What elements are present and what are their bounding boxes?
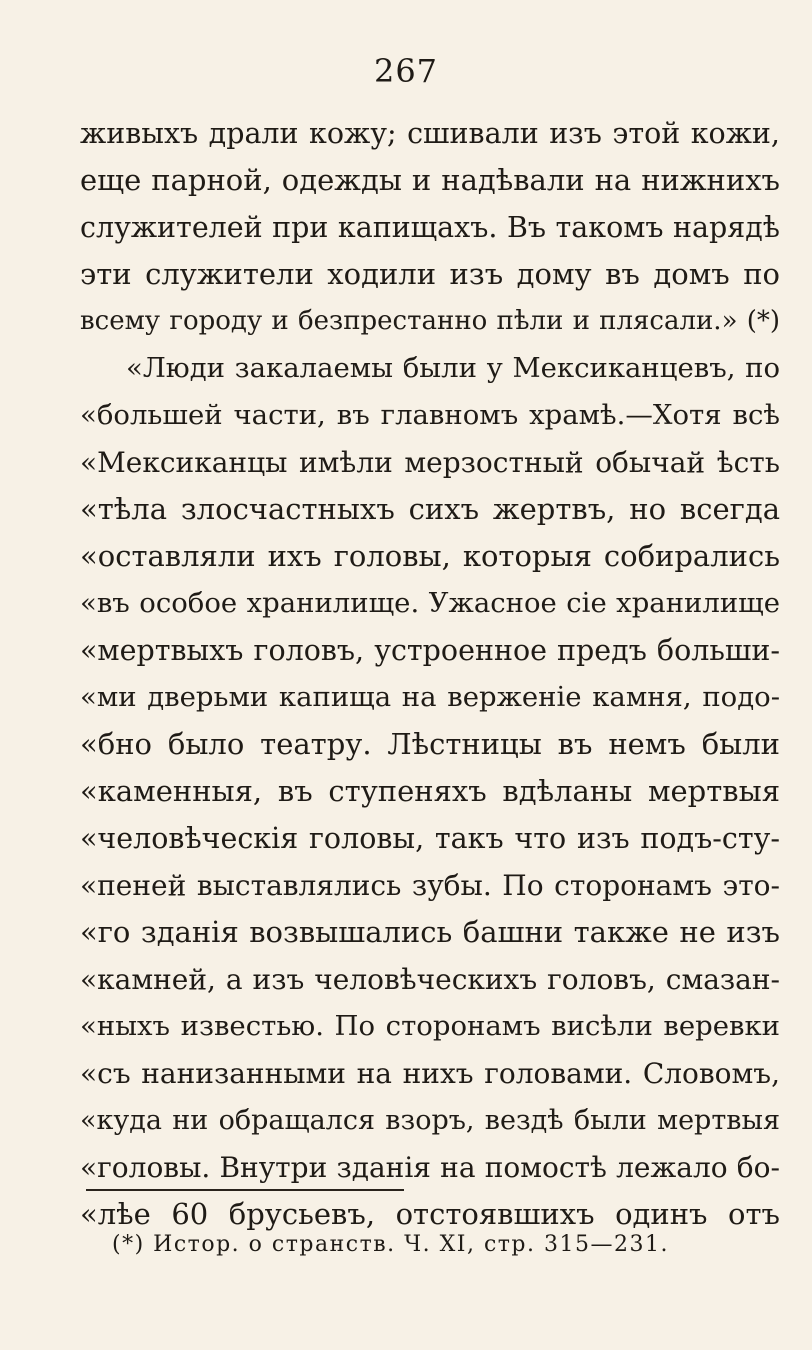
text-line: «каменныя, въ ступеняхъ вдѣланы мертвыя (80, 774, 780, 808)
text-line: «человѣческія головы, такъ что изъ подъ-сту- (80, 822, 780, 855)
text-line: «Люди закалаемы были у Мексиканцевъ, по (126, 352, 780, 384)
text-line: эти служители ходили изъ дому въ домъ по (80, 257, 780, 291)
page-number: 267 (373, 52, 439, 90)
text-line: «Мексиканцы имѣли мерзостный обычай ѣсть (80, 446, 780, 479)
text-line: «головы. Внутри зданія на помостѣ лежало бо- (80, 1151, 780, 1184)
text-line: «камней, а изъ человѣческихъ головъ, смазан- (80, 963, 780, 996)
text-line: «тѣла злосчастныхъ сихъ жертвъ, но всегда (80, 492, 780, 526)
text-line: «пеней выставлялись зубы. По сторонамъ это- (80, 869, 780, 902)
text-line: всему городу и безпрестанно пѣли и плясали.» (*) (80, 306, 780, 336)
text-line: «мертвыхъ головъ, устроенное предъ больши- (80, 634, 780, 667)
body-text (80, 110, 780, 1238)
text-line: служителей при капищахъ. Въ такомъ нарядѣ (80, 211, 780, 244)
text-line: «съ нанизанными на нихъ головами. Словомъ, (80, 1057, 780, 1090)
text-line: «го зданія возвышались башни также не изъ (80, 915, 780, 949)
text-line: еще парной, одежды и надѣвали на нижнихъ (80, 163, 780, 197)
text-line: «ныхъ известью. По сторонамъ висѣли веревки (80, 1010, 780, 1042)
text-line: «большей части, въ главномъ храмѣ.—Хотя всѣ (80, 399, 780, 431)
footnote: (*) Истор. о странств. Ч. XI, стр. 315—231. (112, 1232, 669, 1257)
text-line: «ми дверьми капища на верженіе камня, подо- (80, 681, 780, 713)
text-line: «въ особое хранилище. Ужасное сіе хранилище (80, 587, 780, 619)
text-line: «бно было театру. Лѣстницы въ немъ были (80, 727, 780, 761)
text-line: «куда ни обращался взоръ, вездѣ были мертвыя (80, 1105, 780, 1136)
text-line: живыхъ драли кожу; сшивали изъ этой кожи, (80, 117, 780, 150)
text-line: «оставляли ихъ головы, которыя собирались (80, 539, 780, 573)
footnote-divider (86, 1189, 404, 1191)
text-line: «лѣе 60 брусьевъ, отстоявшихъ одинъ отъ (80, 1197, 780, 1231)
